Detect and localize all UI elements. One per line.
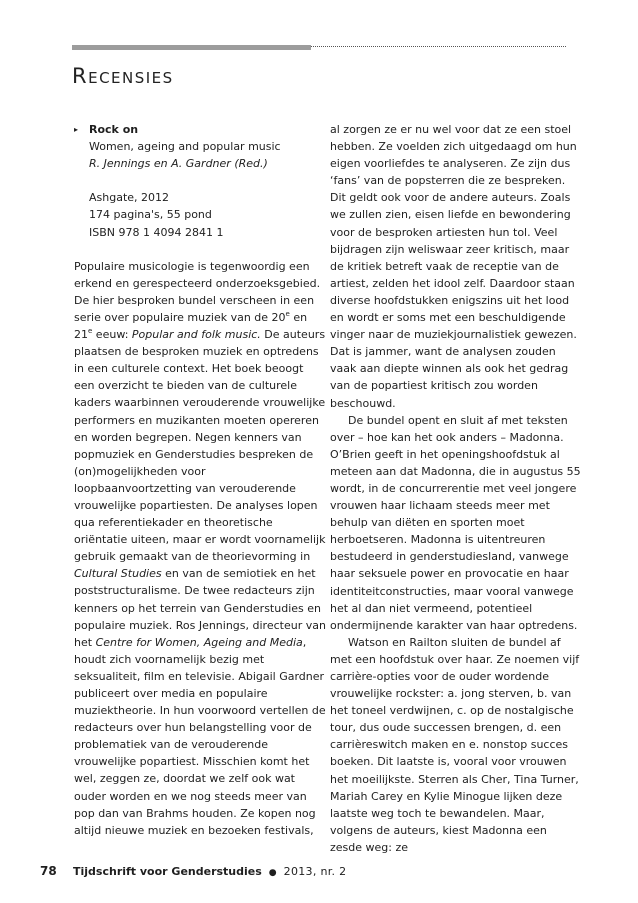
book-info xyxy=(74,121,326,241)
superscript: e xyxy=(285,309,290,318)
section-title: Recensies xyxy=(72,64,174,88)
book-isbn: ISBN 978 1 4094 2841 1 xyxy=(89,225,224,239)
paragraph xyxy=(74,258,326,839)
right-column xyxy=(330,121,582,856)
series-title: Popular and folk music. xyxy=(131,328,261,342)
journal-name: Tijdschrift voor Genderstudies xyxy=(73,865,262,878)
left-column xyxy=(74,121,326,839)
text: eeuw: xyxy=(92,328,132,342)
book-pages-price: 174 pagina's, 55 pond xyxy=(89,208,212,222)
page-number: 78 xyxy=(40,864,57,878)
text: Populaire musicologie is tegenwoordig een erkend en gerespecteerd onderzoeksgebied. De hier besproken bundel verscheen in een serie over populaire muziek van de 20 xyxy=(74,259,321,324)
book-publisher: Ashgate, 2012 xyxy=(89,191,170,205)
text: De auteurs plaatsen de besproken muziek en optredens in een culturele context. Het boek beoogt een overzicht te bieden van de culturele kaders waarbinnen verouderende vrouwelijke performers en muzikanten moeten opereren en worden begrepen. Negen kenners van popmuziek en Genderstudies bespreken de (on)mogelijkheden voor loopbaanvoortzetting van verouderende vrouwelijke popartiesten. De analyses lopen qua referentiekader en theoretische oriëntatie uiteen, maar er wordt voornamelijk gebruik gemaakt van de theorievorming in xyxy=(74,328,326,564)
paragraph: Watson en Railton sluiten de bundel af met een hoofdstuk over haar. Ze noemen vijf carrière-opties voor de ouder wordende vrouwelijke rockster: a. jong sterven, b. van het toneel verdwijnen, c. op de nostalgische tour, dus oude successen brengen, d. een carrièreswitch maken en e. nonstop succes boeken. Dit laatste is, vooral voor vrouwen het moeilijkste. Sterren als Cher, Tina Turner, Mariah Carey en Kylie Minogue lijken deze laatste weg toch te bewandelen. Maar, volgens de auteurs, kiest Madonna een zesde weg: ze xyxy=(330,635,580,854)
book-editors: R. Jennings en A. Gardner (Red.) xyxy=(89,157,268,171)
header-rule-dotted xyxy=(311,46,566,47)
issue-info: 2013, nr. 2 xyxy=(283,865,347,878)
book-subtitle: Women, ageing and popular music xyxy=(89,140,281,154)
text: en 21 xyxy=(74,310,308,342)
paragraph: De bundel opent en sluit af met teksten over – hoe kan het ook anders – Madonna. O’Brien geeft in het openingshoofdstuk al meteen aan dat Madonna, die in augustus 55 wordt, in de concurrerentie met veel jongere vrouwen haar lichaam steeds meer met behulp van diëten en sporten moet herboetseren. Madonna is uitentreuren bestudeerd in genderstudiesland, vanwege haar seksuele power en provocatie en haar identiteitconstructies, maar vooral vanwege het al dan niet vermeend, potentieel ondermijnende karakter van haar optredens. xyxy=(330,413,581,632)
triangle-arrow-icon: ▸ xyxy=(74,125,79,134)
emphasis: Cultural Studies xyxy=(74,567,162,581)
superscript: e xyxy=(88,327,93,336)
text: en van de semiotiek en het poststructuralisme. De twee redacteurs zijn kenners op het terrein van Genderstudies en populaire muziek. Ros Jennings, directeur van het xyxy=(74,567,326,649)
paragraph: al zorgen ze er nu wel voor dat ze een stoel hebben. Ze voelden zich uitgedaagd om hun eigen voorliefdes te analyseren. Ze zijn dus ‘fans’ van de popsterren die ze bespreken. Dit geldt ook voor de andere auteurs. Zoals we zullen zien, eisen liefde en bewondering voor de besproken artiesten hun tol. Veel bijdragen zijn weliswaar zeer kritisch, maar de kritiek betreft vaak de receptie van de artiest, zelden het idool zelf. Daardoor staan diverse hoofdstukken enigszins uit het lood en wordt er soms met een beschuldigende vinger naar de muziekjournalistiek gewezen. Dat is jammer, want de analysen zouden vaak aan diepte winnen als ook het gedrag van de popartiest kritisch zou worden beschouwd. xyxy=(330,123,577,410)
page-footer xyxy=(40,864,346,878)
text: , houdt zich voornamelijk bezig met seksualiteit, film en televisie. Abigail Gardner publiceert over media en populaire muziektheorie. In hun voorwoord vertellen de redacteurs over hun belangstelling voor de problematiek van de verouderende vrouwelijke popartiest. Misschien komt het wel, zeggen ze, doordat we zelf ook wat ouder worden en we nog steeds meer van pop dan van Brahms houden. Ze kopen nog altijd nieuwe muziek en bezoeken festivals, xyxy=(74,635,326,837)
bullet-icon: ● xyxy=(268,868,277,878)
book-title: Rock on xyxy=(89,123,139,136)
header-rule-solid xyxy=(72,45,311,50)
spacer xyxy=(89,172,326,189)
institute-name: Centre for Women, Ageing and Media xyxy=(95,635,303,649)
